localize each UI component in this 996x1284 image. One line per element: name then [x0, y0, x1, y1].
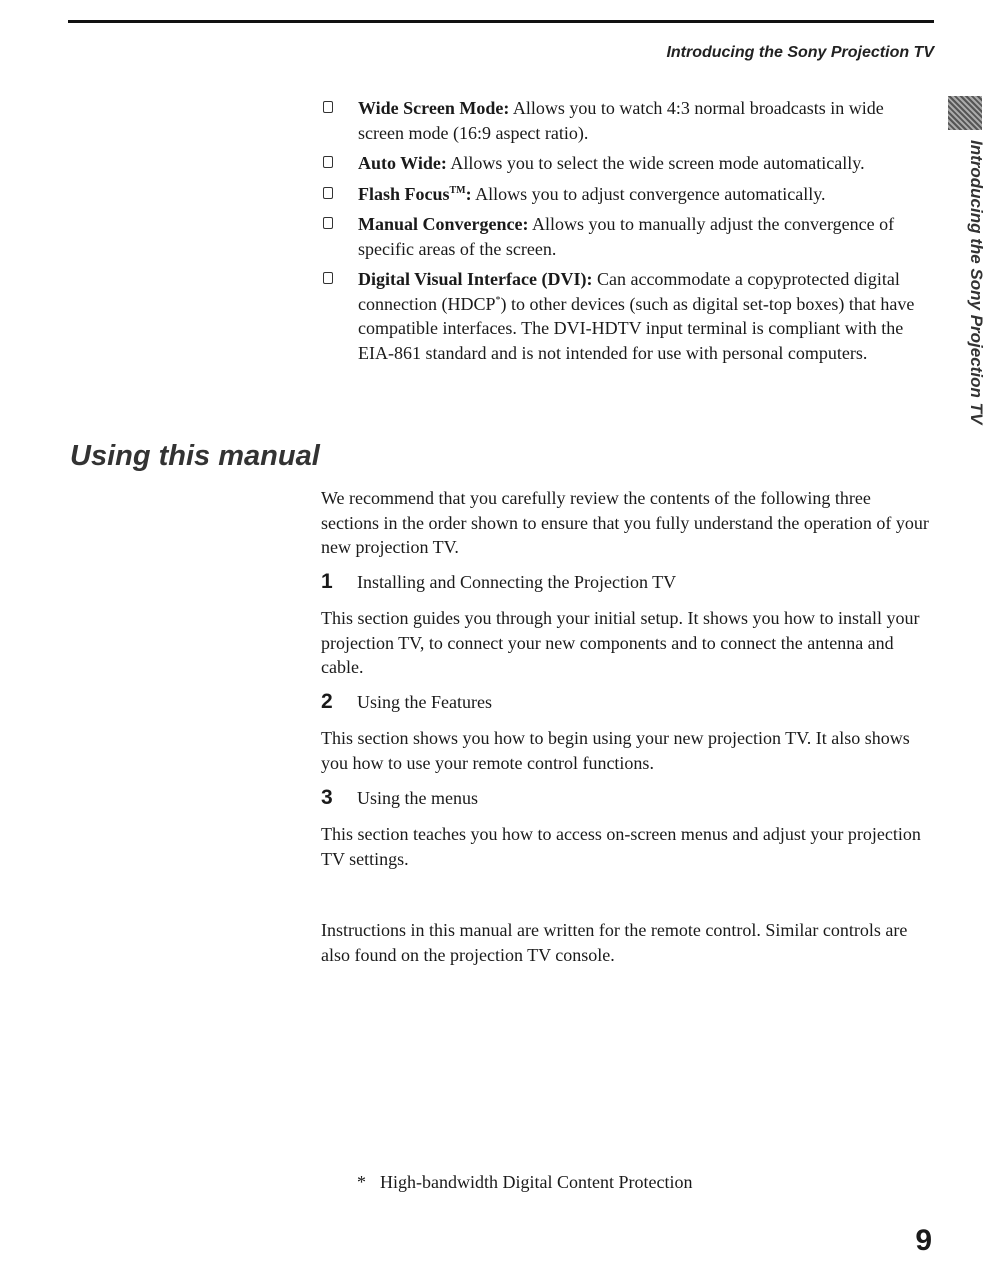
feature-term: Auto Wide: [358, 153, 447, 173]
trademark-mark: TM [449, 184, 466, 196]
running-head: Introducing the Sony Projection TV [666, 44, 934, 61]
step-heading [321, 786, 478, 810]
step-heading [321, 570, 676, 594]
checkbox-bullet-icon [323, 187, 333, 199]
footnote-text: High-bandwidth Digital Content Protection [380, 1172, 693, 1192]
feature-item [318, 212, 930, 261]
step-description: This section shows you how to begin using your new projection TV. It also shows you how to use your remote control functions. [321, 728, 910, 773]
feature-text: Allows you to watch 4:3 normal broadcasts in wide screen mode (16:9 aspect ratio). [358, 98, 884, 143]
footnote-mark: * [357, 1172, 366, 1192]
feature-term: Manual Convergence: [358, 214, 529, 234]
step-number: 1 [321, 570, 333, 593]
feature-term: Flash Focus™: [358, 183, 472, 204]
section-intro: We recommend that you carefully review the contents of the following three sections in the order shown to ensure that you fully understand the operation of your new projection TV. [321, 488, 929, 557]
checkbox-bullet-icon [323, 272, 333, 284]
section-note: Instructions in this manual are written for the remote control. Similar controls are also found on the projection TV console. [321, 920, 908, 965]
checkbox-bullet-icon [323, 156, 333, 168]
checkbox-bullet-icon [323, 217, 333, 229]
step-title: Using the menus [357, 788, 478, 808]
footnote-reference: * [495, 294, 501, 306]
step-title: Installing and Connecting the Projection TV [357, 572, 677, 592]
feature-item [318, 151, 930, 176]
checkbox-bullet-icon [323, 101, 333, 113]
step-title: Using the Features [357, 692, 492, 712]
section-title: Using this manual [70, 440, 320, 472]
feature-text: Allows you to select the wide screen mode automatically. [450, 153, 865, 173]
feature-term: Digital Visual Interface (DVI): [358, 269, 593, 289]
feature-item [318, 182, 930, 207]
footnote [357, 1172, 692, 1193]
feature-text: Allows you to manually adjust the convergence of specific areas of the screen. [358, 214, 895, 259]
feature-text: Can accommodate a copyprotected digital connection (HDCP*) to other devices (such as digital set-top boxes) that have compatible interfaces. The DVI-HDTV input terminal is compliant with the EIA-861 standard and is not intended for use with personal computers. [358, 269, 915, 363]
step-description: This section guides you through your initial setup. It shows you how to install your projection TV, to connect your new components and to connect the antenna and cable. [321, 608, 920, 677]
step-description: This section teaches you how to access on-screen menus and adjust your projection TV settings. [321, 824, 921, 869]
feature-item [318, 96, 930, 145]
feature-term: Wide Screen Mode: [358, 98, 510, 118]
page-number: 9 [915, 1224, 932, 1257]
feature-list [318, 96, 930, 371]
top-rule [68, 20, 934, 23]
step-number: 2 [321, 690, 333, 713]
feature-item [318, 267, 930, 365]
step-heading [321, 690, 492, 714]
feature-text: Allows you to adjust convergence automatically. [475, 183, 826, 204]
step-number: 3 [321, 786, 333, 809]
chapter-tab-marker [948, 96, 982, 130]
chapter-tab-label: Introducing the Sony Projection TV [967, 140, 986, 425]
